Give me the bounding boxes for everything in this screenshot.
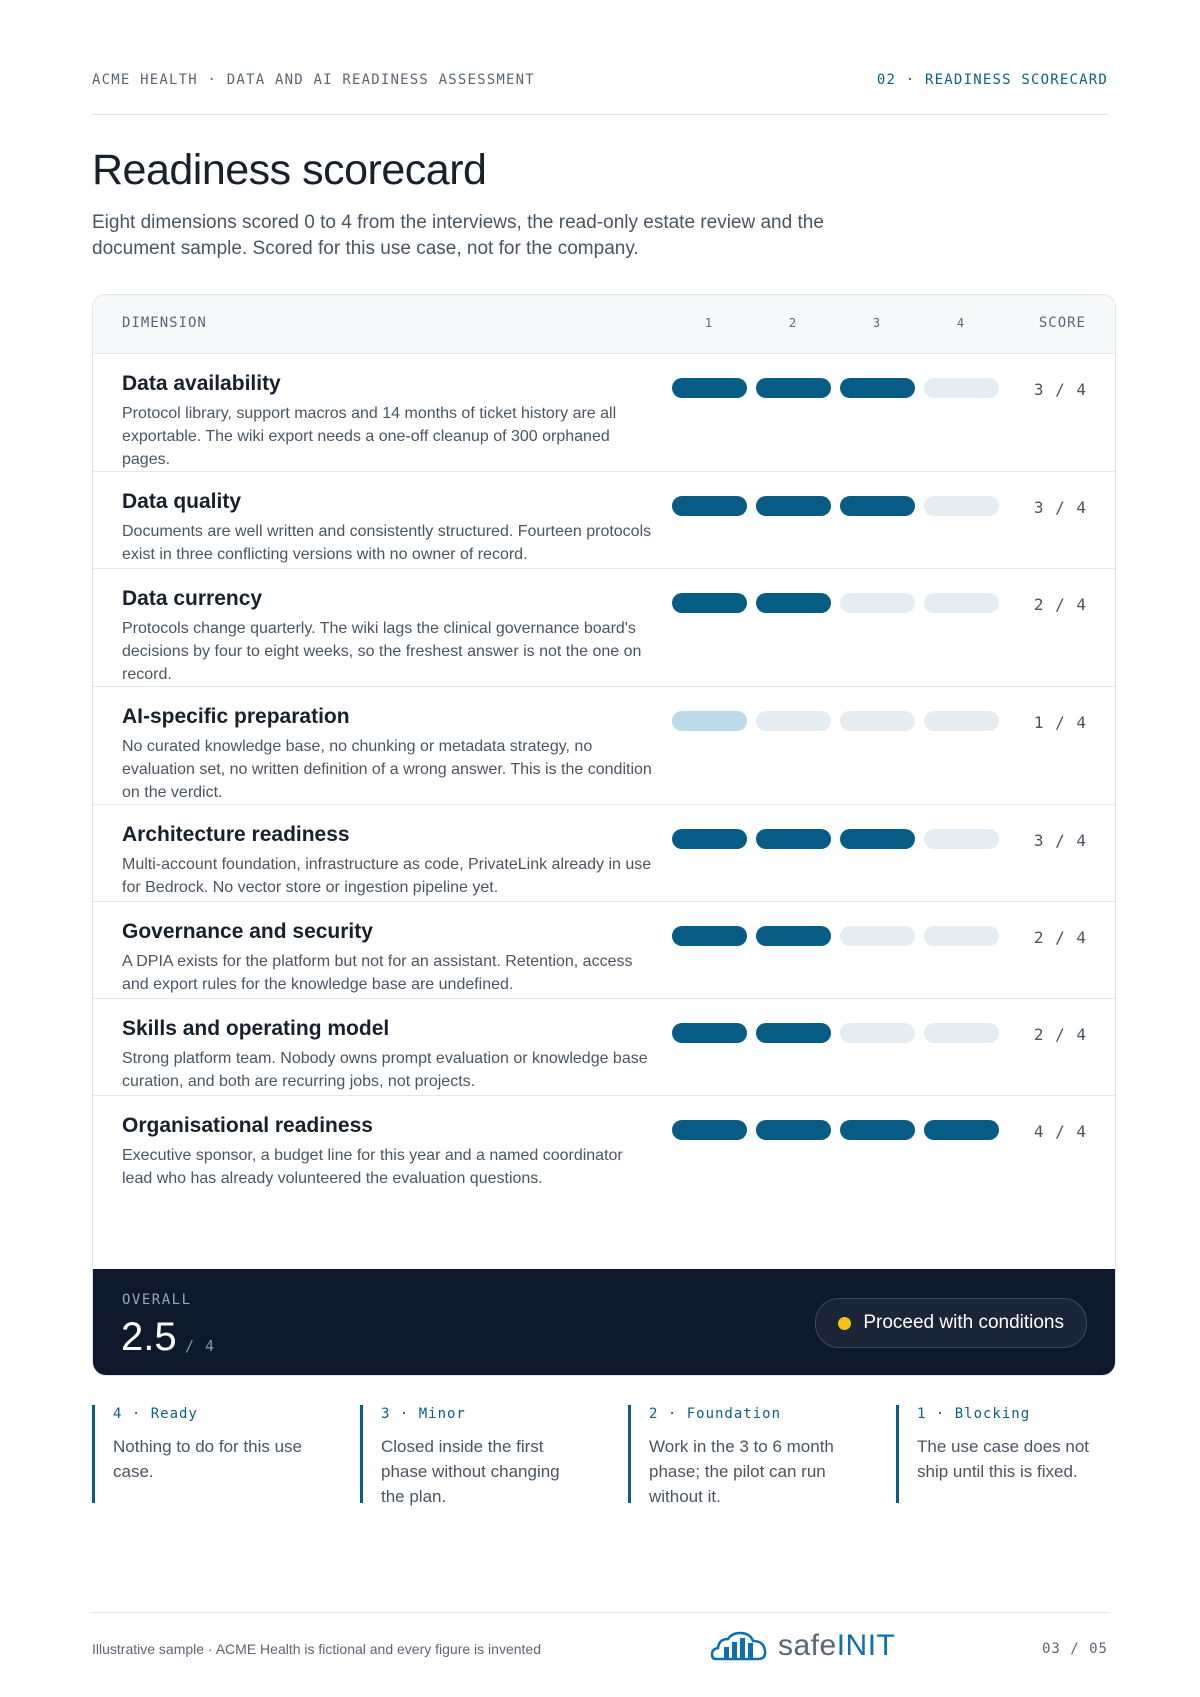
dimension-description: Protocols change quarterly. The wiki lags the clinical governance board's decisions by four to eight weeks, so the freshest answer is not the one on record.	[122, 620, 642, 683]
score-bar-segment	[924, 496, 999, 516]
score-legend	[92, 1405, 1116, 1506]
dimension-score: 1 / 4	[1033, 713, 1087, 732]
dimension-score: 3 / 4	[1033, 380, 1087, 399]
dimension-name: Data currency	[122, 587, 263, 610]
dimension-score: 3 / 4	[1033, 498, 1087, 517]
score-bar-segment	[924, 1120, 999, 1140]
dimension-name: Organisational readiness	[122, 1114, 373, 1137]
dimension-name: Data availability	[122, 372, 281, 395]
column-header-3: 3	[872, 316, 882, 330]
legend-item-foundation	[628, 1405, 848, 1506]
overall-denominator: / 4	[185, 1337, 216, 1355]
legend-heading: 2 · Foundation	[649, 1406, 782, 1422]
score-bar-segment	[840, 711, 915, 731]
legend-item-minor	[360, 1405, 580, 1506]
dimension-description: Strong platform team. Nobody owns prompt evaluation or knowledge base curation, and both are recurring jobs, not projects.	[122, 1050, 648, 1090]
score-bar-segment	[756, 1023, 831, 1043]
dimension-column-header: DIMENSION	[122, 315, 207, 331]
legend-text: Nothing to do for this use case.	[113, 1437, 303, 1481]
score-bar-segment	[924, 1023, 999, 1043]
score-bar-segment	[840, 926, 915, 946]
column-header-4: 4	[956, 316, 966, 330]
score-bar-segment	[672, 593, 747, 613]
score-bar-segment	[924, 593, 999, 613]
score-bar-group	[672, 829, 999, 849]
score-bar-segment	[672, 829, 747, 849]
table-body	[93, 354, 1115, 1193]
legend-text: The use case does not ship until this is fixed.	[917, 1437, 1090, 1481]
dimension-score: 4 / 4	[1033, 1122, 1087, 1141]
overall-label: OVERALL	[122, 1292, 192, 1308]
page-title: Readiness scorecard	[92, 146, 487, 194]
dimension-description: Protocol library, support macros and 14 months of ticket history are all exportable. The wiki export needs a one-off cleanup of 300 orphaned pages.	[122, 405, 617, 468]
legend-item-ready	[92, 1405, 312, 1503]
dimension-name: Skills and operating model	[122, 1017, 390, 1040]
verdict-badge	[815, 1298, 1087, 1348]
column-header-2: 2	[788, 316, 798, 330]
score-bar-segment	[756, 829, 831, 849]
dimension-description: A DPIA exists for the platform but not for an assistant. Retention, access and export rules for the knowledge base are undefined.	[122, 953, 633, 993]
scorecard-table	[92, 294, 1116, 1376]
dimension-description: Executive sponsor, a budget line for this year and a named coordinator lead who has already volunteered the evaluation questions.	[122, 1147, 623, 1187]
score-bar-segment	[840, 1120, 915, 1140]
score-bar-segment	[756, 1120, 831, 1140]
dimension-name: Architecture readiness	[122, 823, 350, 846]
legend-heading: 4 · Ready	[113, 1406, 198, 1422]
legend-text: Closed inside the first phase without changing the plan.	[381, 1437, 560, 1506]
score-bar-segment	[756, 711, 831, 731]
overall-panel	[93, 1269, 1115, 1375]
intro-text: Eight dimensions scored 0 to 4 from the interviews, the read-only estate review and the document sample. Scored for this use case, not for the company.	[92, 212, 824, 259]
score-column-header: SCORE	[1038, 315, 1086, 331]
score-bar-segment	[924, 926, 999, 946]
dimension-score: 2 / 4	[1033, 595, 1087, 614]
dimension-description: Documents are well written and consistently structured. Fourteen protocols exist in three conflicting versions with no owner of record.	[122, 523, 652, 563]
score-bar-segment	[756, 378, 831, 398]
score-bar-group	[672, 496, 999, 516]
score-bar-segment	[672, 378, 747, 398]
score-bar-segment	[672, 711, 747, 731]
dimension-name: Data quality	[122, 490, 242, 513]
score-bar-segment	[672, 926, 747, 946]
table-row	[93, 999, 1115, 1096]
page-footer	[92, 1612, 1108, 1673]
table-row	[93, 805, 1115, 902]
score-bar-segment	[672, 1120, 747, 1140]
score-bar-segment	[924, 711, 999, 731]
score-bar-group	[672, 378, 999, 398]
legend-item-blocking	[896, 1405, 1116, 1503]
score-bar-group	[672, 711, 999, 731]
verdict-status-dot-icon	[838, 1317, 851, 1330]
page-number: 03 / 05	[1041, 1641, 1108, 1657]
score-bar-segment	[756, 496, 831, 516]
dimension-description: Multi-account foundation, infrastructure as code, PrivateLink already in use for Bedrock. No vector store or ingestion pipeline yet.	[122, 856, 652, 896]
score-bar-group	[672, 1023, 999, 1043]
score-bar-segment	[672, 1023, 747, 1043]
score-bar-segment	[756, 593, 831, 613]
page-header	[92, 72, 1108, 115]
table-row	[93, 1096, 1115, 1193]
dimension-score: 3 / 4	[1033, 831, 1087, 850]
score-bar-segment	[756, 926, 831, 946]
score-bar-group	[672, 926, 999, 946]
legend-heading: 1 · Blocking	[917, 1406, 1031, 1422]
table-row	[93, 472, 1115, 569]
logo-cloud-icon	[710, 1629, 768, 1663]
table-row	[93, 569, 1115, 687]
dimension-description: No curated knowledge base, no chunking or metadata strategy, no evaluation set, no written definition of a wrong answer. This is the condition on the verdict.	[122, 738, 652, 801]
score-bar-segment	[840, 496, 915, 516]
column-header-1: 1	[704, 316, 714, 330]
score-bar-segment	[840, 829, 915, 849]
brand-wordmark: safeINIT	[778, 1629, 896, 1662]
legend-text: Work in the 3 to 6 month phase; the pilot can run without it.	[649, 1437, 834, 1506]
score-bar-segment	[840, 1023, 915, 1043]
dimension-score: 2 / 4	[1033, 928, 1087, 947]
score-bar-group	[672, 593, 999, 613]
verdict-text: Proceed with conditions	[863, 1312, 1064, 1333]
table-header	[93, 295, 1115, 354]
dimension-score: 2 / 4	[1033, 1025, 1087, 1044]
score-bar-segment	[840, 378, 915, 398]
dimension-name: Governance and security	[122, 920, 373, 943]
overall-score: 2.5	[121, 1315, 177, 1359]
section-label: 02 · READINESS SCORECARD	[876, 72, 1108, 88]
score-bar-group	[672, 1120, 999, 1140]
dimension-name: AI-specific preparation	[122, 705, 350, 728]
score-bar-segment	[924, 829, 999, 849]
score-bar-segment	[840, 593, 915, 613]
table-row	[93, 354, 1115, 472]
document-title: ACME HEALTH · DATA AND AI READINESS ASSESSMENT	[92, 72, 535, 88]
brand-logo	[710, 1629, 895, 1663]
table-row	[93, 902, 1115, 999]
footer-note: Illustrative sample · ACME Health is fictional and every figure is invented	[92, 1641, 541, 1657]
legend-heading: 3 · Minor	[381, 1406, 466, 1422]
score-bar-segment	[924, 378, 999, 398]
table-row	[93, 687, 1115, 805]
score-bar-segment	[672, 496, 747, 516]
